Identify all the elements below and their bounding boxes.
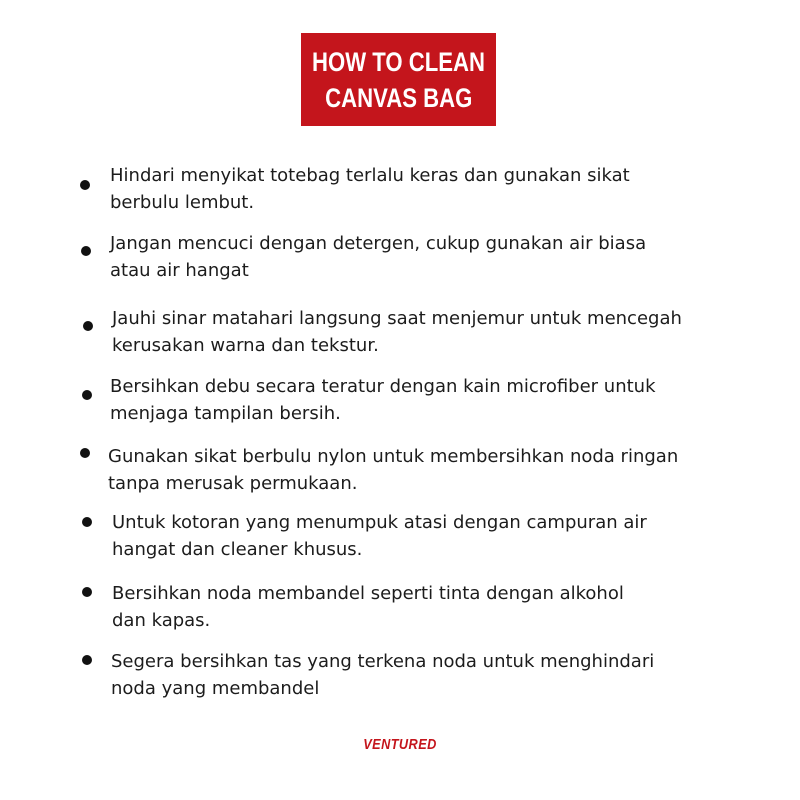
- tip-text: [112, 305, 732, 359]
- tip-line-2: kerusakan warna dan tekstur.: [112, 335, 379, 356]
- tip-line-2: berbulu lembut.: [110, 192, 255, 213]
- tip-text: [111, 648, 731, 702]
- tip-text: [112, 509, 732, 563]
- tip-line-1: Bersihkan debu secara teratur dengan kain microfiber untuk: [110, 376, 656, 397]
- tip-line-2: tanpa merusak permukaan.: [108, 473, 358, 494]
- list-item: [0, 441, 800, 501]
- tip-text: [110, 162, 730, 216]
- list-item: [0, 648, 800, 708]
- bullet-icon: [82, 655, 92, 665]
- tip-line-1: Gunakan sikat berbulu nylon untuk membersihkan noda ringan: [108, 446, 679, 467]
- tip-line-2: hangat dan cleaner khusus.: [112, 539, 363, 560]
- bullet-icon: [83, 321, 93, 331]
- tip-line-1: Bersihkan noda membandel seperti tinta dengan alkohol: [112, 583, 624, 604]
- tip-line-2: atau air hangat: [110, 260, 249, 281]
- list-item: [0, 228, 800, 288]
- list-item: [0, 160, 800, 220]
- tip-text: [110, 373, 730, 427]
- tip-line-1: Jauhi sinar matahari langsung saat menjemur untuk mencegah: [112, 308, 682, 329]
- tip-line-2: dan kapas.: [112, 610, 211, 631]
- brand-logo: VENTURED: [363, 736, 437, 753]
- tip-line-1: Untuk kotoran yang menumpuk atasi dengan campuran air: [112, 512, 647, 533]
- bullet-icon: [82, 390, 92, 400]
- bullet-icon: [81, 246, 91, 256]
- list-item: [0, 371, 800, 431]
- bullet-icon: [82, 587, 92, 597]
- tip-text: [112, 580, 732, 634]
- bullet-icon: [80, 448, 90, 458]
- tip-line-1: Segera bersihkan tas yang terkena noda untuk menghindari: [111, 651, 655, 672]
- list-item: [0, 507, 800, 567]
- tip-line-2: noda yang membandel: [111, 678, 320, 699]
- tip-text: [110, 230, 730, 284]
- bullet-icon: [82, 517, 92, 527]
- title-line-2: CANVAS BAG: [324, 82, 473, 113]
- tip-line-1: Hindari menyikat totebag terlalu keras dan gunakan sikat: [110, 165, 630, 186]
- title-banner: [301, 33, 496, 126]
- list-item: [0, 303, 800, 363]
- bullet-icon: [80, 180, 90, 190]
- tip-text: [108, 443, 728, 497]
- tip-line-1: Jangan mencuci dengan detergen, cukup gunakan air biasa: [110, 233, 647, 254]
- tip-line-2: menjaga tampilan bersih.: [110, 403, 341, 424]
- title-line-1: HOW TO CLEAN: [311, 46, 486, 77]
- list-item: [0, 578, 800, 638]
